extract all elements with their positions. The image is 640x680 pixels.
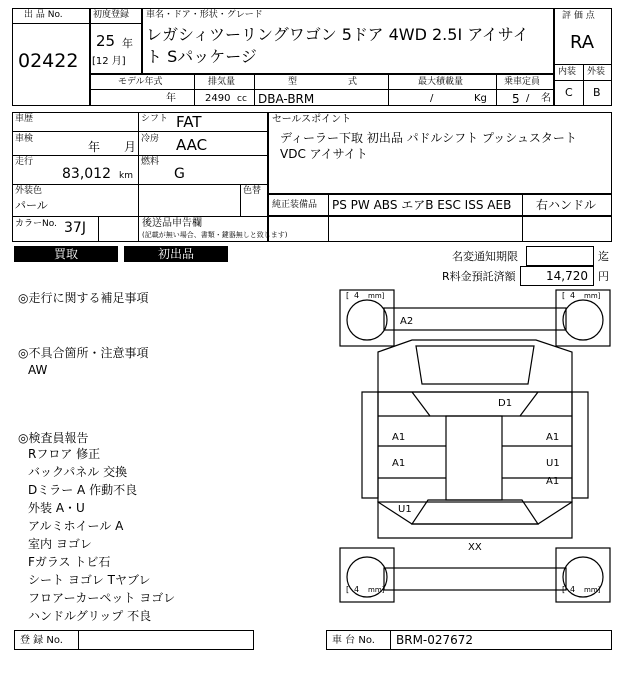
recycle-label: R料金預託済額 — [442, 270, 516, 283]
name-change-box — [526, 246, 594, 266]
sales-point-line2: VDC アイサイト — [280, 147, 368, 161]
type-label-2: 式 — [348, 77, 358, 87]
displacement-value: 2490 — [205, 93, 231, 104]
exterior-label: 外装 — [587, 67, 606, 77]
history-label: 車歴 — [15, 114, 34, 124]
capacity-label: 乗車定員 — [504, 77, 541, 87]
load-slash: / — [430, 93, 434, 104]
mark-left-a1-bottom: A1 — [392, 458, 406, 469]
tire-rl-depth: 4 — [354, 585, 360, 594]
displacement-unit: cc — [237, 94, 247, 104]
equipment-label: 純正装備品 — [272, 200, 318, 210]
mark-a2: A2 — [400, 316, 414, 327]
inspector-item: バックパネル 交換 — [28, 465, 128, 479]
car-name-line2: ト Sパッケージ — [146, 47, 257, 66]
recycle-amount: 14,720 — [546, 269, 588, 283]
inspector-item: アルミホイール A — [28, 519, 124, 533]
first-listing-tag: 初出品 — [124, 246, 228, 262]
car-damage-diagram — [338, 288, 612, 604]
ac-label: 冷房 — [141, 134, 160, 144]
ac-value: AAC — [176, 136, 208, 154]
tire-fr-depth: 4 — [570, 291, 576, 300]
fuel-label: 燃料 — [141, 157, 160, 167]
shift-label: シフト — [141, 114, 169, 124]
chassis-label: 車 台 No. — [332, 635, 375, 646]
model-year-unit: 年 — [166, 93, 176, 104]
first-reg-label: 初度登録 — [93, 10, 130, 20]
svg-text:mm]: mm] — [584, 586, 601, 594]
displacement-label: 排気量 — [208, 77, 236, 87]
capacity-slash: / — [526, 93, 530, 104]
inspection-month: 月 — [124, 140, 137, 154]
chassis-number: BRM-027672 — [396, 633, 474, 647]
equipment-blank-row — [268, 216, 612, 242]
svg-text:[: [ — [562, 291, 566, 300]
model-year-label: モデル年式 — [118, 77, 163, 87]
mileage-value: 83,012 — [62, 166, 111, 182]
svg-text:mm]: mm] — [584, 292, 601, 300]
color-no-value: 37J — [64, 220, 86, 236]
model-code: DBA-BRM — [258, 92, 315, 106]
inspector-item: Dミラー A 作動不良 — [28, 483, 138, 497]
car-name-line1: レガシィツーリングワゴン 5ドア 4WD 2.5I アイサイ — [146, 25, 529, 44]
type-label: 型 — [288, 77, 298, 87]
inspector-item: ハンドルグリップ 不良 — [28, 609, 152, 623]
interior-label: 内装 — [558, 67, 577, 77]
mark-right-a1-top: A1 — [546, 432, 560, 443]
inspector-item: シート ヨゴレ Tヤブレ — [28, 573, 151, 587]
driving-notes-title: ◎走行に関する補足事項 — [18, 291, 149, 305]
defect-item: AW — [28, 363, 48, 377]
load-unit: Kg — [474, 93, 487, 104]
tire-fl: [ — [346, 291, 350, 300]
color-value: パール — [15, 199, 48, 212]
lot-number: 02422 — [18, 50, 79, 72]
fuel-value: G — [174, 166, 185, 182]
capacity-value: 5 — [512, 92, 520, 106]
reg-year-unit: 年 — [122, 37, 133, 50]
interior-grade: C — [565, 86, 573, 99]
color-no-label: カラーNo. — [15, 219, 57, 229]
svg-text:[: [ — [346, 585, 350, 594]
defect-notes-title: ◎不具合箇所・注意事項 — [18, 346, 149, 360]
inspector-title: ◎検査員報告 — [18, 431, 89, 445]
mark-xx: XX — [468, 542, 482, 553]
mark-right-u1: U1 — [546, 458, 560, 469]
score-label: 評 価 点 — [562, 11, 595, 21]
sales-point-label: セールスポイント — [272, 114, 352, 125]
name-change-label: 名変通知期限 — [452, 250, 518, 263]
buyout-tag: 買取 — [14, 246, 118, 262]
inspector-item: フロアーカーペット ヨゴレ — [28, 591, 176, 605]
aftermarket-label: 後送品申告欄 — [142, 218, 202, 229]
svg-text:mm]: mm] — [368, 586, 385, 594]
score-value: RA — [570, 32, 595, 53]
recycle-unit: 円 — [598, 270, 609, 283]
steering-side: 右ハンドル — [536, 198, 597, 212]
color-change-label: 色替 — [243, 186, 262, 196]
registration-label: 登 録 No. — [20, 635, 63, 646]
capacity-unit: 名 — [541, 93, 551, 104]
mark-left-a1-top: A1 — [392, 432, 406, 443]
reg-year: 25 — [96, 32, 116, 50]
mark-right-a1-bottom: A1 — [546, 476, 560, 487]
mark-u1: U1 — [398, 504, 412, 515]
exterior-grade: B — [593, 86, 601, 99]
load-label: 最大積載量 — [418, 77, 464, 87]
aftermarket-note: (記載が無い場合、書類・鍵器無しと致します) — [142, 231, 288, 239]
mileage-unit: km — [119, 171, 133, 181]
inspector-item: Rフロア 修正 — [28, 447, 101, 461]
tire-fl-depth: 4 — [354, 291, 360, 300]
svg-text:[: [ — [562, 585, 566, 594]
tire-rr-depth: 4 — [570, 585, 576, 594]
inspector-item: 室内 ヨゴレ — [28, 537, 92, 551]
lot-label: 出 品 No. — [24, 10, 63, 20]
svg-text:mm]: mm] — [368, 292, 385, 300]
color-label: 外装色 — [15, 186, 43, 196]
inspector-item: Fガラス トビ石 — [28, 555, 111, 569]
reg-month: [12 月] — [92, 56, 126, 67]
inspection-year: 年 — [88, 140, 101, 154]
inspection-label: 車検 — [15, 134, 34, 144]
name-change-unit: 迄 — [598, 250, 609, 263]
shift-value: FAT — [176, 113, 202, 131]
mileage-label: 走行 — [15, 157, 34, 167]
mark-d1: D1 — [498, 398, 513, 409]
equipment-list: PS PW ABS エアB ESC ISS AEB — [332, 198, 512, 212]
car-name-label: 車名・ドア・形状・グレード — [146, 10, 263, 20]
sales-point-line1: ディーラー下取 初出品 パドルシフト プッシュスタート — [280, 131, 577, 145]
inspector-item: 外装 A・U — [28, 501, 85, 515]
